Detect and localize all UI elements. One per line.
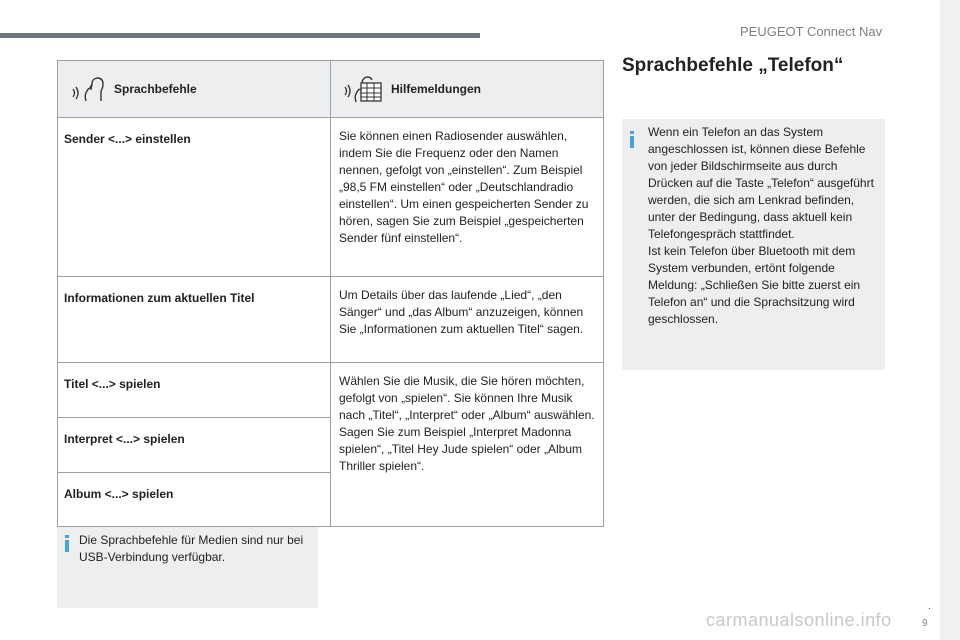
voice-help-icon [343,74,383,104]
header-messages [331,61,604,118]
info-icon [630,131,634,134]
table-row [58,363,604,418]
media-info-text: Die Sprachbefehle für Medien sind nur bei USB-Verbindung verfügbar. [79,533,304,564]
watermark: carmanualsonline.info [706,610,892,630]
command-cell: Sender <...> einstellen [58,118,331,277]
table-header-row [58,61,604,118]
command-cell: Informationen zum aktuellen Titel [58,277,331,363]
page-marker: . [928,601,931,612]
info-icon-bar [65,540,69,552]
header-title: PEUGEOT Connect Nav [740,24,883,39]
response-cell: Wählen Sie die Musik, die Sie hören möchten, gefolgt von „spielen“. Sie können Ihre Musik nach „Titel“, „Interpret“ oder „Album“ auswählen. Sagen Sie zum Beispiel „Interpret Madonna spielen“, „Titel Hey Jude spielen“ oder „Album Thriller spielen“. [331,363,604,527]
top-rule [0,33,480,38]
voice-commands-table [57,60,604,527]
table-row [58,277,604,363]
response-cell: Um Details über das laufende „Lied“, „den Sänger“ und „das Album“ anzuzeigen, können Sie „Informationen zum aktuellen Titel“ sagen. [331,277,604,363]
phone-info-note [622,119,885,370]
command-cell: Titel <...> spielen [58,363,331,418]
table-row [58,118,604,277]
info-icon [65,535,69,538]
page-edge-strip [940,0,960,640]
info-icon-bar [630,136,634,148]
voice-command-icon [70,75,106,103]
response-cell: Sie können einen Radiosender auswählen, indem Sie die Frequenz oder den Namen nennen, gefolgt von „einstellen“. Zum Beispiel „98,5 FM einstellen“ oder „Deutschlandradio einstellen“. Um einen gespeicherten Sender zu hören, sagen Sie zum Beispiel „gespeicherten Sender fünf einstellen“. [331,118,604,277]
page-number: 9 [922,618,928,629]
header-commands-label: Sprachbefehle [114,81,197,96]
media-info-note [57,527,318,608]
command-cell: Interpret <...> spielen [58,418,331,473]
phone-info-text: Wenn ein Telefon an das System angeschlossen ist, können diese Befehle von jeder Bildschirmseite aus durch Drücken auf die Taste „Telefon“ ausgeführt werden, die sich am Lenkrad befinden, unter der Bedingung, dass aktuell kein Telefongespräch stattfindet. Ist kein Telefon über Bluetooth mit dem System verbunden, ertönt folgende Meldung: „Schließen Sie bitte zuerst ein Telefon an“ und die Sprachsitzung wird geschlossen. [648,125,874,326]
header-commands [58,61,331,118]
header-messages-label: Hilfemeldungen [391,81,482,96]
section-title: Sprachbefehle „Telefon“ [622,55,844,76]
command-cell: Album <...> spielen [58,473,331,527]
